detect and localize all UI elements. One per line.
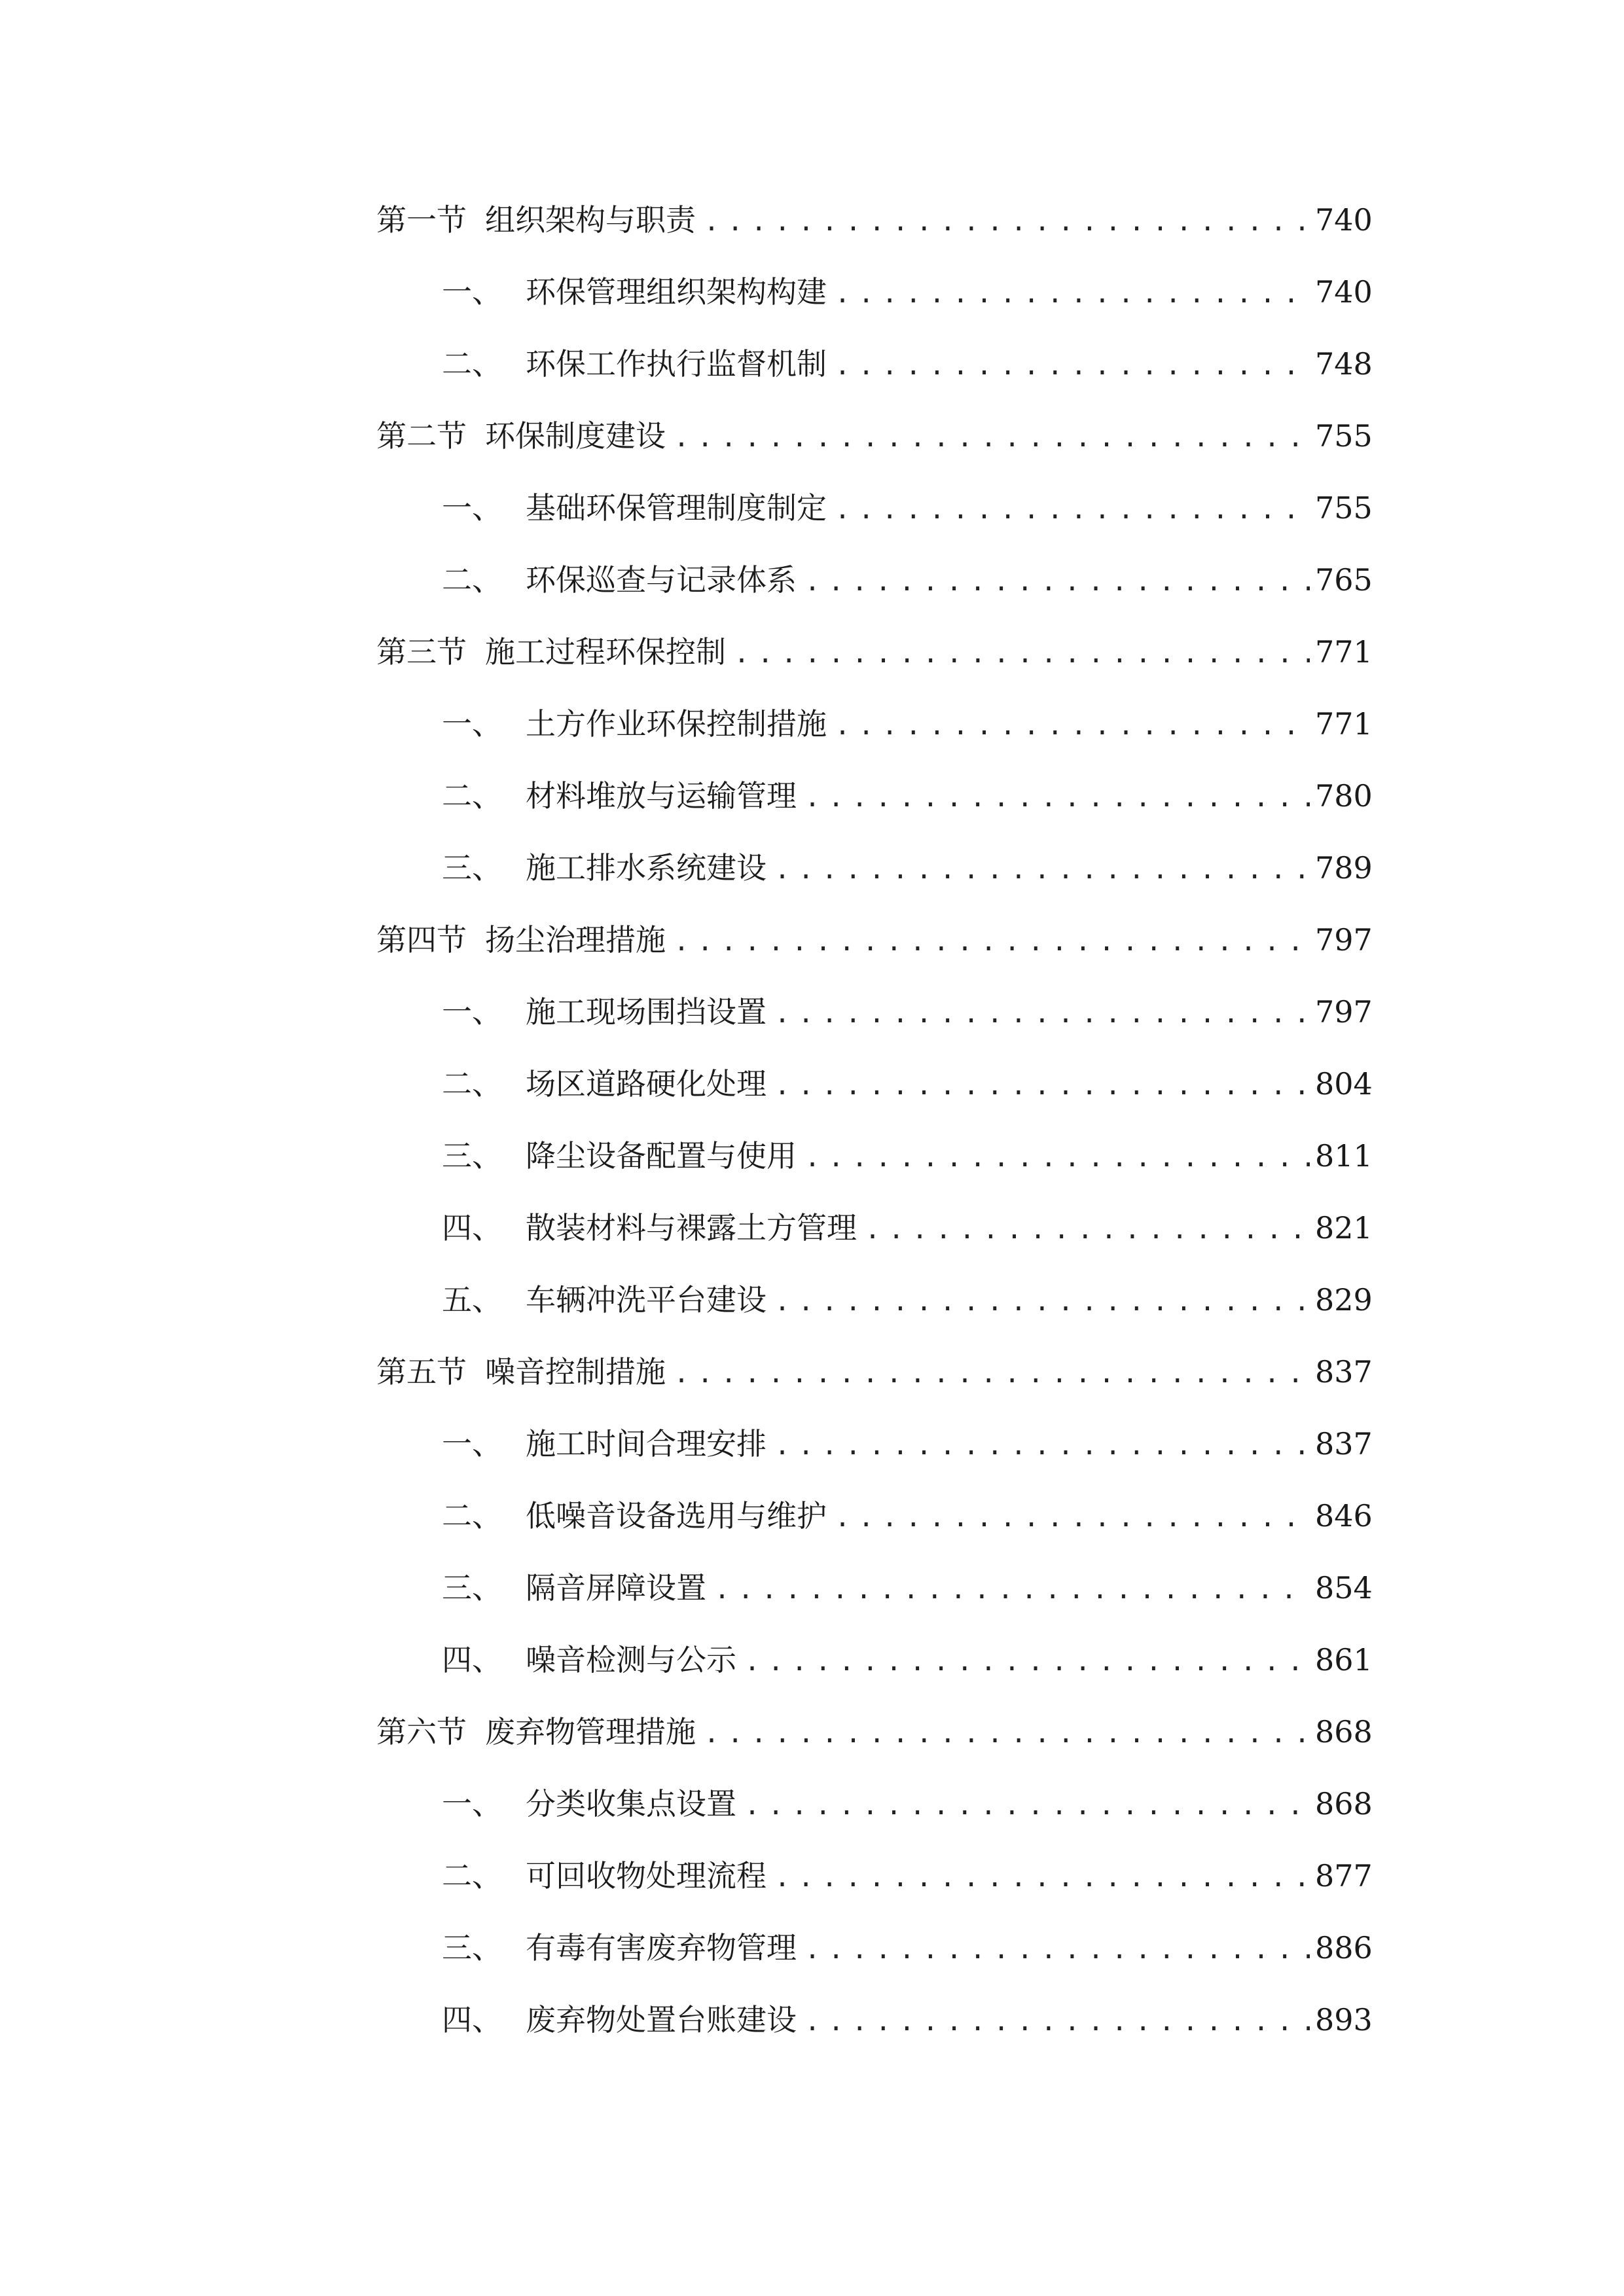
toc-entry-number: 第一节 xyxy=(376,202,467,238)
toc-subsection-entry[interactable] xyxy=(376,1058,1371,1130)
toc-entry-page-number: 740 xyxy=(1315,202,1373,238)
toc-dot-leader xyxy=(674,412,1310,464)
toc-entry-number: 四、 xyxy=(442,1642,502,1677)
toc-entry-number: 三、 xyxy=(442,1570,502,1605)
toc-entry-title: 降尘设备配置与使用 xyxy=(526,1138,797,1174)
toc-dot-leader xyxy=(835,268,1310,320)
toc-entry-label xyxy=(376,410,666,462)
toc-subsection-entry[interactable] xyxy=(376,1850,1371,1922)
toc-dot-leader xyxy=(774,1060,1310,1112)
toc-entry-number: 四、 xyxy=(442,1210,502,1246)
toc-entry-number: 一、 xyxy=(442,490,502,526)
toc-entry-page-number: 886 xyxy=(1315,1930,1373,1965)
toc-dot-leader xyxy=(714,1564,1310,1616)
toc-dot-leader xyxy=(774,1276,1310,1328)
toc-entry-title: 废弃物处置台账建设 xyxy=(526,2002,797,2037)
toc-entry-title: 基础环保管理制度制定 xyxy=(526,490,827,526)
toc-entry-title: 施工过程环保控制 xyxy=(485,634,726,670)
toc-entry-page-number: 854 xyxy=(1315,1570,1373,1605)
toc-dot-leader xyxy=(804,1996,1310,2048)
toc-dot-leader xyxy=(704,196,1310,248)
toc-entry-page-number: 868 xyxy=(1315,1786,1373,1821)
toc-entry-page-number: 765 xyxy=(1315,562,1373,598)
toc-entry-page-number: 755 xyxy=(1315,418,1373,454)
toc-entry-label xyxy=(376,1778,736,1830)
toc-subsection-entry[interactable] xyxy=(376,698,1371,770)
toc-subsection-entry[interactable] xyxy=(376,482,1371,554)
toc-dot-leader xyxy=(744,1636,1310,1688)
toc-entry-page-number: 789 xyxy=(1315,850,1373,886)
toc-entry-number: 第六节 xyxy=(376,1714,467,1749)
toc-entry-page-number: 837 xyxy=(1315,1426,1373,1462)
toc-entry-label xyxy=(376,338,827,390)
toc-dot-leader xyxy=(774,844,1310,896)
toc-entry-title: 材料堆放与运输管理 xyxy=(526,778,797,814)
toc-entry-label xyxy=(376,986,767,1038)
toc-entry-title: 环保管理组织架构构建 xyxy=(526,274,827,310)
toc-entry-page-number: 811 xyxy=(1315,1138,1373,1174)
toc-entry-number: 第三节 xyxy=(376,634,467,670)
toc-dot-leader xyxy=(865,1204,1310,1256)
toc-dot-leader xyxy=(774,1420,1310,1472)
toc-subsection-entry[interactable] xyxy=(376,1778,1371,1850)
toc-subsection-entry[interactable] xyxy=(376,986,1371,1058)
toc-entry-title: 车辆冲洗平台建设 xyxy=(526,1282,767,1318)
toc-entry-label xyxy=(376,1346,666,1398)
toc-entry-label xyxy=(376,1490,827,1542)
toc-dot-leader xyxy=(804,772,1310,824)
toc-entry-number: 三、 xyxy=(442,1930,502,1965)
toc-entry-title: 场区道路硬化处理 xyxy=(526,1066,767,1102)
toc-entry-title: 噪音控制措施 xyxy=(485,1354,666,1390)
toc-entry-page-number: 837 xyxy=(1315,1354,1373,1390)
toc-entry-title: 可回收物处理流程 xyxy=(526,1858,767,1893)
toc-subsection-entry[interactable] xyxy=(376,1418,1371,1490)
toc-entry-label xyxy=(376,1274,767,1326)
toc-dot-leader xyxy=(674,916,1310,968)
toc-entry-page-number: 771 xyxy=(1315,634,1373,670)
toc-entry-label xyxy=(376,1706,696,1758)
toc-entry-title: 施工排水系统建设 xyxy=(526,850,767,886)
toc-dot-leader xyxy=(774,988,1310,1040)
toc-entry-number: 一、 xyxy=(442,706,502,742)
toc-entry-page-number: 755 xyxy=(1315,490,1373,526)
toc-entry-number: 二、 xyxy=(442,1498,502,1534)
toc-subsection-entry[interactable] xyxy=(376,770,1371,842)
toc-dot-leader xyxy=(835,484,1310,536)
toc-entry-page-number: 804 xyxy=(1315,1066,1373,1102)
toc-dot-leader xyxy=(774,1852,1310,1904)
toc-entry-label xyxy=(376,842,767,894)
toc-entry-page-number: 877 xyxy=(1315,1858,1373,1893)
toc-subsection-entry[interactable] xyxy=(376,1274,1371,1346)
toc-dot-leader xyxy=(744,1780,1310,1832)
toc-entry-label xyxy=(376,1850,767,1902)
toc-entry-title: 废弃物管理措施 xyxy=(485,1714,696,1749)
toc-entry-page-number: 846 xyxy=(1315,1498,1373,1534)
toc-entry-number: 一、 xyxy=(442,274,502,310)
toc-entry-title: 隔音屏障设置 xyxy=(526,1570,706,1605)
toc-entry-page-number: 797 xyxy=(1315,922,1373,958)
toc-subsection-entry[interactable] xyxy=(376,338,1371,410)
toc-entry-label xyxy=(376,1634,736,1686)
table-of-contents xyxy=(376,194,1371,2066)
toc-entry-label xyxy=(376,698,827,750)
toc-subsection-entry[interactable] xyxy=(376,1922,1371,1994)
toc-entry-number: 三、 xyxy=(442,1138,502,1174)
toc-entry-number: 四、 xyxy=(442,2002,502,2037)
toc-entry-title: 扬尘治理措施 xyxy=(485,922,666,958)
toc-entry-number: 第二节 xyxy=(376,418,467,454)
toc-dot-leader xyxy=(674,1348,1310,1400)
toc-entry-label xyxy=(376,770,797,822)
toc-entry-number: 第四节 xyxy=(376,922,467,958)
toc-entry-page-number: 740 xyxy=(1315,274,1373,310)
toc-entry-label xyxy=(376,554,797,606)
toc-entry-page-number: 829 xyxy=(1315,1282,1373,1318)
toc-dot-leader xyxy=(704,1708,1310,1760)
toc-subsection-entry[interactable] xyxy=(376,1202,1371,1274)
toc-entry-title: 低噪音设备选用与维护 xyxy=(526,1498,827,1534)
toc-entry-number: 二、 xyxy=(442,562,502,598)
toc-entry-page-number: 868 xyxy=(1315,1714,1373,1749)
toc-entry-number: 一、 xyxy=(442,1786,502,1821)
toc-entry-number: 一、 xyxy=(442,1426,502,1462)
toc-entry-label xyxy=(376,1202,857,1254)
toc-dot-leader xyxy=(734,628,1310,680)
toc-entry-label xyxy=(376,482,827,534)
toc-section-entry[interactable] xyxy=(376,914,1371,986)
toc-section-entry[interactable] xyxy=(376,410,1371,482)
toc-section-entry[interactable] xyxy=(376,1706,1371,1778)
toc-dot-leader xyxy=(835,340,1310,392)
toc-entry-label xyxy=(376,626,726,678)
toc-subsection-entry[interactable] xyxy=(376,1490,1371,1562)
toc-entry-number: 二、 xyxy=(442,346,502,382)
toc-entry-page-number: 821 xyxy=(1315,1210,1373,1246)
toc-section-entry[interactable] xyxy=(376,194,1371,266)
toc-dot-leader xyxy=(835,700,1310,752)
toc-entry-title: 组织架构与职责 xyxy=(485,202,696,238)
toc-entry-title: 环保巡查与记录体系 xyxy=(526,562,797,598)
toc-entry-title: 施工现场围挡设置 xyxy=(526,994,767,1030)
toc-subsection-entry[interactable] xyxy=(376,1994,1371,2066)
toc-entry-title: 噪音检测与公示 xyxy=(526,1642,736,1677)
toc-section-entry[interactable] xyxy=(376,626,1371,698)
toc-entry-label xyxy=(376,266,827,318)
toc-entry-number: 二、 xyxy=(442,1858,502,1893)
toc-entry-number: 三、 xyxy=(442,850,502,886)
toc-entry-title: 施工时间合理安排 xyxy=(526,1426,767,1462)
toc-entry-title: 分类收集点设置 xyxy=(526,1786,736,1821)
toc-entry-page-number: 748 xyxy=(1315,346,1373,382)
toc-dot-leader xyxy=(804,1924,1310,1976)
toc-entry-label xyxy=(376,1058,767,1110)
toc-entry-title: 有毒有害废弃物管理 xyxy=(526,1930,797,1965)
toc-subsection-entry[interactable] xyxy=(376,842,1371,914)
toc-entry-label xyxy=(376,1994,797,2046)
toc-entry-page-number: 797 xyxy=(1315,994,1373,1030)
toc-entry-number: 一、 xyxy=(442,994,502,1030)
toc-entry-page-number: 893 xyxy=(1315,2002,1373,2037)
toc-entry-label xyxy=(376,914,666,966)
toc-dot-leader xyxy=(804,1132,1310,1184)
toc-entry-title: 环保制度建设 xyxy=(485,418,666,454)
toc-entry-number: 第五节 xyxy=(376,1354,467,1390)
toc-entry-number: 二、 xyxy=(442,778,502,814)
toc-entry-title: 土方作业环保控制措施 xyxy=(526,706,827,742)
toc-entry-title: 环保工作执行监督机制 xyxy=(526,346,827,382)
toc-section-entry[interactable] xyxy=(376,1346,1371,1418)
toc-subsection-entry[interactable] xyxy=(376,266,1371,338)
toc-subsection-entry[interactable] xyxy=(376,1130,1371,1202)
toc-subsection-entry[interactable] xyxy=(376,1634,1371,1706)
toc-entry-page-number: 771 xyxy=(1315,706,1373,742)
toc-entry-label xyxy=(376,1130,797,1182)
toc-entry-number: 二、 xyxy=(442,1066,502,1102)
toc-entry-label xyxy=(376,194,696,246)
toc-entry-label xyxy=(376,1418,767,1470)
toc-entry-page-number: 861 xyxy=(1315,1642,1373,1677)
toc-entry-number: 五、 xyxy=(442,1282,502,1318)
toc-subsection-entry[interactable] xyxy=(376,1562,1371,1634)
toc-entry-label xyxy=(376,1922,797,1974)
toc-entry-page-number: 780 xyxy=(1315,778,1373,814)
toc-dot-leader xyxy=(804,556,1310,608)
toc-entry-label xyxy=(376,1562,706,1614)
toc-dot-leader xyxy=(835,1492,1310,1544)
toc-entry-title: 散装材料与裸露土方管理 xyxy=(526,1210,857,1246)
toc-subsection-entry[interactable] xyxy=(376,554,1371,626)
